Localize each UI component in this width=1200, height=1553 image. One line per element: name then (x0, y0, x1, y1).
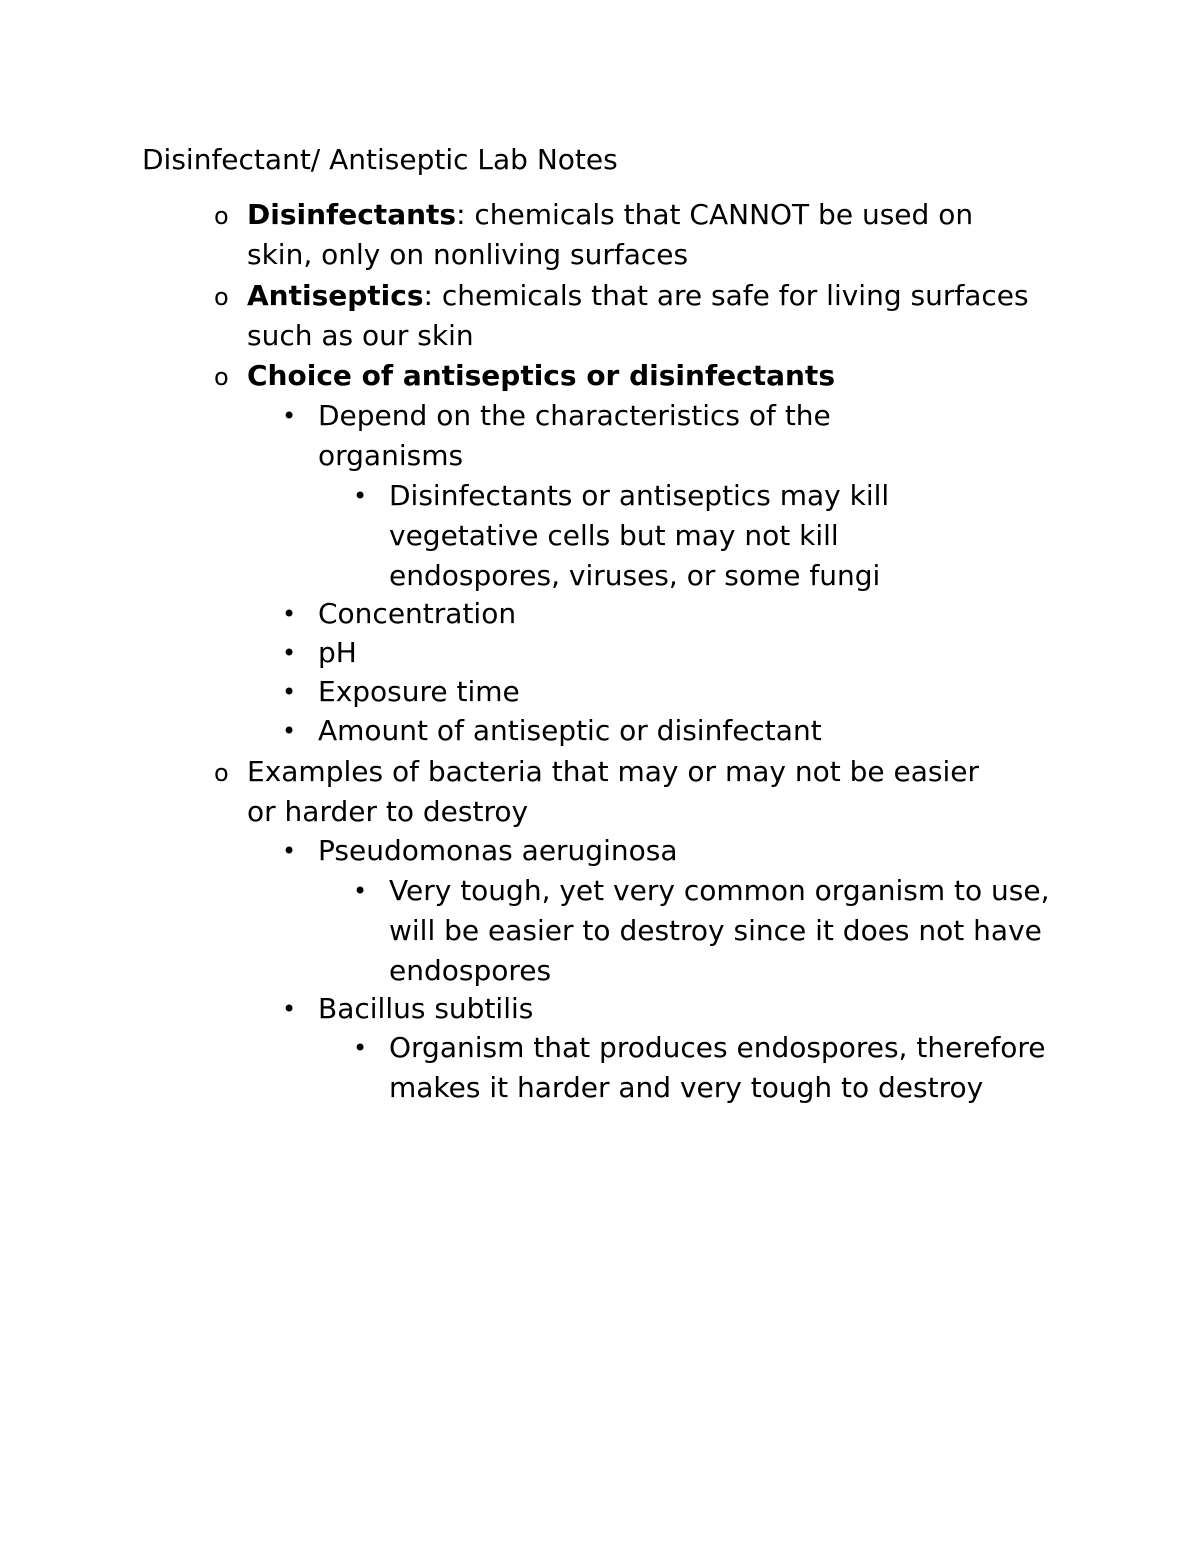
bullet-icon: • (353, 877, 368, 905)
list-item (282, 989, 1078, 1029)
list-item (282, 594, 1078, 634)
hollow-bullet-icon: o (214, 363, 229, 391)
list-item (282, 711, 1078, 751)
term-label: Disinfectants (247, 198, 457, 231)
bullet-icon: • (282, 600, 297, 628)
bullet-icon: • (282, 678, 297, 706)
item-text: Examples of bacteria that may or may not be easier or harder to destroy (247, 755, 979, 828)
bullet-icon: • (282, 995, 297, 1023)
item-text: pH (318, 636, 357, 669)
list-item (353, 871, 1079, 991)
list-item (214, 276, 1047, 356)
bullet-icon: • (353, 482, 368, 510)
item-text: Disinfectants or antiseptics may kill vegetative cells but may not kill endospores, viruses, or some fungi (389, 479, 890, 592)
item-text: Depend on the characteristics of the organisms (318, 399, 831, 472)
bullet-icon: • (353, 1034, 368, 1062)
item-text: Amount of antiseptic or disinfectant (318, 714, 822, 747)
term-label: Choice of antiseptics or disinfectants (247, 359, 835, 392)
item-text: Exposure time (318, 675, 520, 708)
item-text: Bacillus subtilis (318, 992, 534, 1025)
list-item (214, 356, 1047, 396)
item-text: Very tough, yet very common organism to use, will be easier to destroy since it does not have endospores (389, 874, 1050, 987)
list-item (282, 831, 1078, 871)
term-label: Antiseptics (247, 279, 424, 312)
list-item (282, 396, 918, 476)
list-item (282, 633, 1078, 673)
hollow-bullet-icon: o (214, 202, 229, 230)
item-text: : chemicals that CANNOT be used on skin, only on nonliving surfaces (247, 198, 974, 271)
item-text: Organism that produces endospores, therefore makes it harder and very tough to destroy (389, 1031, 1046, 1104)
list-item (214, 752, 987, 832)
list-item (282, 672, 1078, 712)
bullet-icon: • (282, 837, 297, 865)
bullet-icon: • (282, 717, 297, 745)
item-text: Pseudomonas aeruginosa (318, 834, 678, 867)
list-item (214, 195, 1047, 275)
hollow-bullet-icon: o (214, 759, 229, 787)
item-text: Concentration (318, 597, 517, 630)
document-title: Disinfectant/ Antiseptic Lab Notes (142, 143, 618, 176)
hollow-bullet-icon: o (214, 283, 229, 311)
item-text: : chemicals that are safe for living surfaces such as our skin (247, 279, 1029, 352)
list-item (353, 476, 989, 596)
bullet-icon: • (282, 639, 297, 667)
list-item (353, 1028, 1069, 1108)
bullet-icon: • (282, 402, 297, 430)
